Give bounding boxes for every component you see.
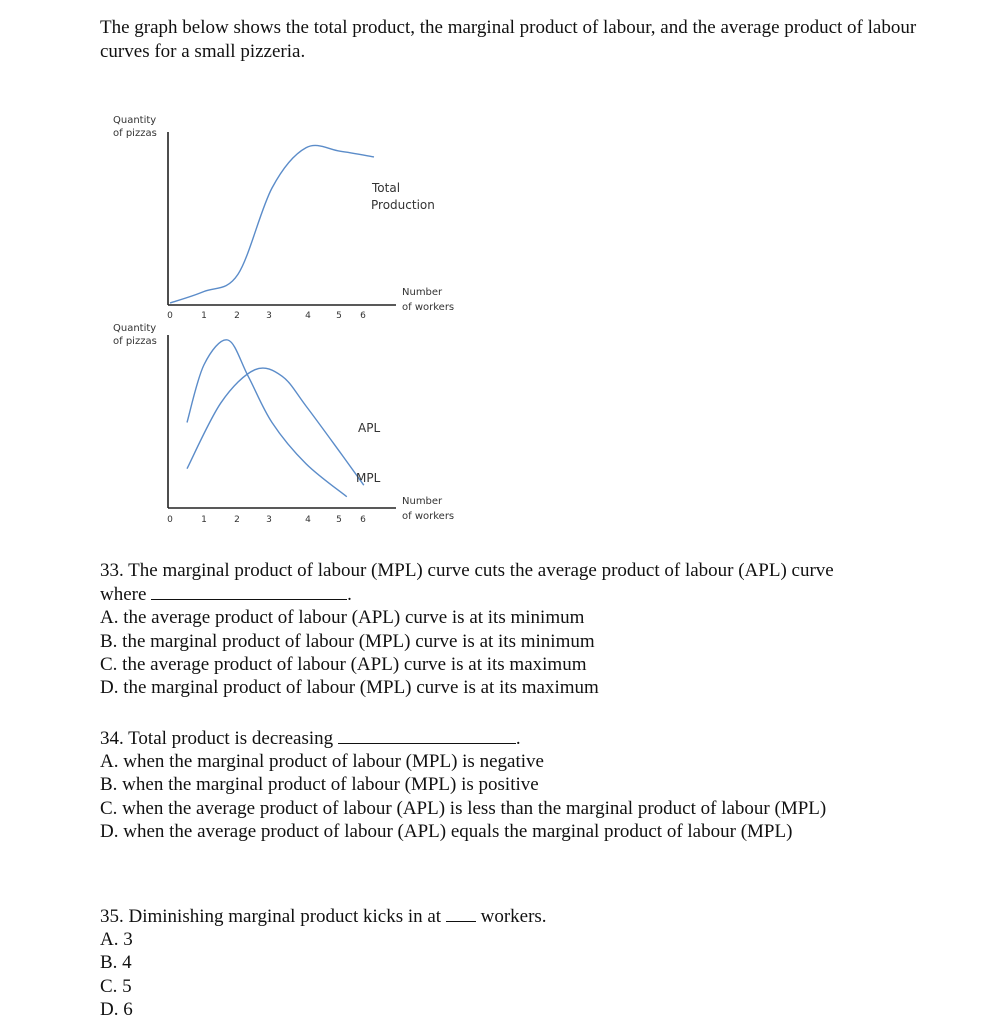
q34-prompt: 34. Total product is decreasing [100, 728, 334, 749]
mpl-label: MPL [356, 471, 381, 485]
question-35 [100, 904, 980, 1021]
q33-end: . [347, 584, 352, 606]
q35-prompt: 35. Diminishing marginal product kicks in at [100, 906, 442, 927]
chart2-x-tick: 2 [234, 515, 240, 525]
q34-prompt-row [100, 726, 980, 750]
q35-option-d[interactable]: D. 6 [100, 998, 133, 1020]
question-34 [100, 726, 980, 843]
q34-option-b[interactable]: B. when the marginal product of labour (MPL) is positive [100, 774, 539, 796]
chart2-x-tick: 4 [305, 515, 311, 525]
q33-line2-row [100, 582, 980, 606]
q33-option-c[interactable]: C. the average product of labour (APL) curve is at its maximum [100, 653, 587, 675]
chart1-x-tick: 0 [167, 311, 173, 321]
chart1-x-tick: 3 [266, 311, 272, 321]
chart2-xlabel-line2: of workers [402, 511, 455, 522]
q34-answer-blank[interactable] [338, 726, 516, 744]
chart2-x-tick: 6 [360, 515, 366, 525]
intro-paragraph: The graph below shows the total product, the marginal product of labour, and the average product of labour curves for a small pizzeria. [100, 17, 917, 62]
question-33 [100, 559, 980, 699]
q33-option-b[interactable]: B. the marginal product of labour (MPL) curve is at its minimum [100, 630, 595, 652]
q34-option-c[interactable]: C. when the average product of labour (APL) is less than the marginal product of labour (MPL) [100, 797, 827, 819]
chart1-x-tick: 5 [336, 311, 342, 321]
q34-option-d[interactable]: D. when the average product of labour (APL) equals the marginal product of labour (MPL) [100, 820, 793, 842]
chart2-x-tick: 0 [167, 515, 173, 525]
chart1-xlabel-line1: Number [402, 287, 443, 298]
chart1-x-tick: 4 [305, 311, 311, 321]
q33-line2: where [100, 584, 147, 606]
q35-option-c[interactable]: C. 5 [100, 975, 132, 997]
total-product-chart [113, 115, 454, 321]
chart2-x-tick: 5 [336, 515, 342, 525]
total-product-curve [170, 145, 374, 303]
chart2-x-tick: 1 [201, 515, 207, 525]
q35-prompt-row [100, 904, 980, 928]
total-production-label-line2: Production [371, 198, 435, 212]
apl-mpl-chart [113, 323, 454, 525]
chart2-x-tick: 3 [266, 515, 272, 525]
chart1-x-tick: 1 [201, 311, 207, 321]
q35-option-a[interactable]: A. 3 [100, 929, 133, 951]
chart2-xlabel-line1: Number [402, 496, 443, 507]
q33-option-d[interactable]: D. the marginal product of labour (MPL) curve is at its maximum [100, 677, 599, 699]
apl-label: APL [358, 421, 381, 435]
chart1-ylabel-line1: Quantity [113, 115, 157, 126]
chart2-ylabel-line2: of pizzas [113, 336, 157, 347]
chart1-ylabel-line2: of pizzas [113, 128, 157, 139]
q34-option-a[interactable]: A. when the marginal product of labour (MPL) is negative [100, 751, 544, 773]
q35-suffix: workers. [480, 906, 547, 927]
q35-option-b[interactable]: B. 4 [100, 952, 132, 974]
total-production-label-line1: Total [372, 181, 401, 195]
chart1-x-tick: 2 [234, 311, 240, 321]
q33-line1: 33. The marginal product of labour (MPL) curve cuts the average product of labour (APL) curve [100, 560, 834, 581]
q34-end: . [515, 728, 521, 749]
mpl-curve [187, 340, 347, 497]
q35-answer-blank[interactable] [446, 904, 476, 922]
chart1-xlabel-line2: of workers [402, 302, 455, 313]
chart2-ylabel-line1: Quantity [113, 323, 157, 334]
chart1-x-tick: 6 [360, 311, 366, 321]
q33-option-a[interactable]: A. the average product of labour (APL) curve is at its minimum [100, 607, 585, 629]
q33-answer-blank[interactable] [151, 582, 347, 600]
